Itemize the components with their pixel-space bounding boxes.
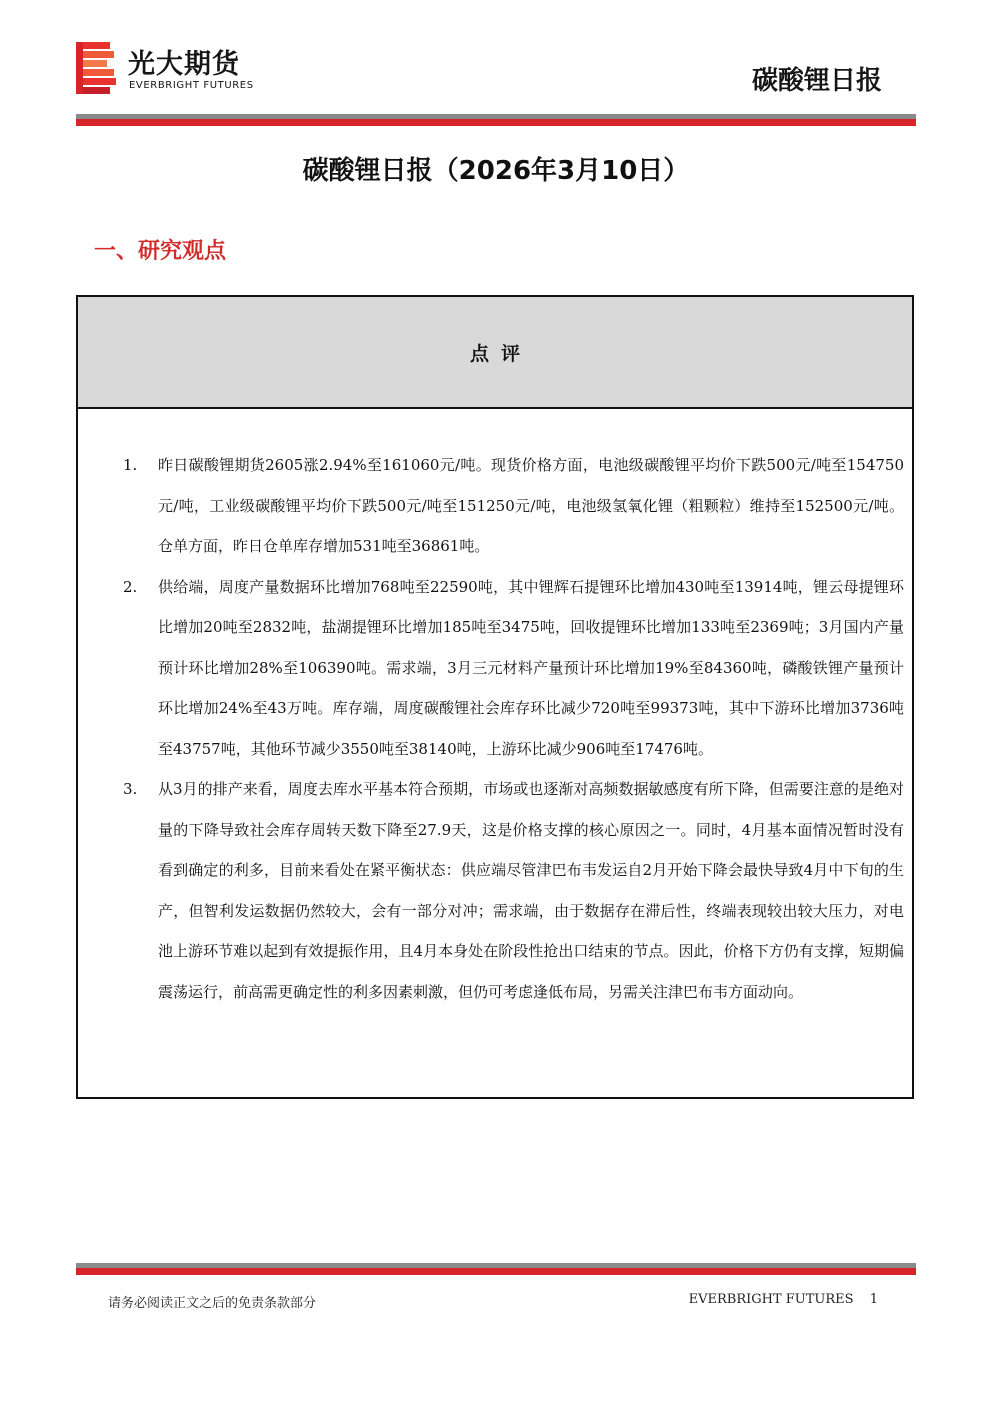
page-number: 1 [869,1292,878,1307]
review-point [78,769,912,1012]
report-name: 碳酸锂日报 [751,66,882,96]
review-header [78,297,912,409]
logo-english-name: EVERBRIGHT FUTURES [129,80,254,91]
review-point [78,567,912,770]
footer-brand: EVERBRIGHT FUTURES [688,1292,854,1307]
footer-disclaimer: 请务必阅读正文之后的免责条款部分 [108,1296,317,1311]
review-header-label: 点评 [469,342,532,365]
point-number: 3. [123,780,138,798]
point-text: 从3月的排产来看，周度去库水平基本符合预期，市场或也逐渐对高频数据敏感度有所下降，但需要注意的是绝对量的下降导致社会库存周转天数下降至27.9天，这是价格支撑的核心原因之一。同时，4月基本面情况暂时没有看到确定的利多，目前来看处在紧平衡状态：供应端尽管津巴布韦发运自2月开始下降会最快导致4月中下旬的生产，但智利发运数据仍然较大，会有一部分对冲；需求端，由于数据存在滞后性，终端表现较出较大压力，对电池上游环节难以起到有效提振作用，且4月本身处在阶段性抢出口结束的节点。因此，价格下方仍有支撑，短期偏震荡运行，前高需更确定性的利多因素刺激，但仍可考虑逢低布局，另需关注津巴布韦方面动向。 [158,780,904,1001]
section-heading: 一、研究观点 [94,239,227,264]
point-text: 昨日碳酸锂期货2605涨2.94%至161060元/吨。现货价格方面，电池级碳酸锂平均价下跌500元/吨至154750元/吨，工业级碳酸锂平均价下跌500元/吨至151250元/吨，电池级氢氧化锂（粗颗粒）维持至152500元/吨。仓单方面，昨日仓单库存增加531吨至36861吨。 [158,456,904,555]
logo-chinese-name: 光大期货 [128,49,240,80]
review-panel [76,295,914,1099]
footer-divider-red [76,1268,916,1275]
everbright-logo-icon [76,42,116,98]
point-number: 1. [123,456,138,474]
header-divider-red [76,119,916,126]
review-points-list [78,445,912,1012]
point-text: 供给端，周度产量数据环比增加768吨至22590吨，其中锂辉石提锂环比增加430吨至13914吨，锂云母提锂环比增加20吨至2832吨，盐湖提锂环比增加185吨至3475吨，回收提锂环比增加133吨至2369吨；3月国内产量预计环比增加28%至106390吨。需求端，3月三元材料产量预计环比增加19%至84360吨，磷酸铁锂产量预计环比增加24%至43万吨。库存端，周度碳酸锂社会库存环比减少720吨至99373吨，其中下游环比增加3736吨至43757吨，其他环节减少3550吨至38140吨，上游环比减少906吨至17476吨。 [158,577,904,758]
document-title: 碳酸锂日报（2026年3月10日） [302,156,690,186]
review-point [78,445,912,567]
company-logo [76,40,286,100]
point-number: 2. [123,577,138,596]
footer-brand-page [689,1292,878,1307]
